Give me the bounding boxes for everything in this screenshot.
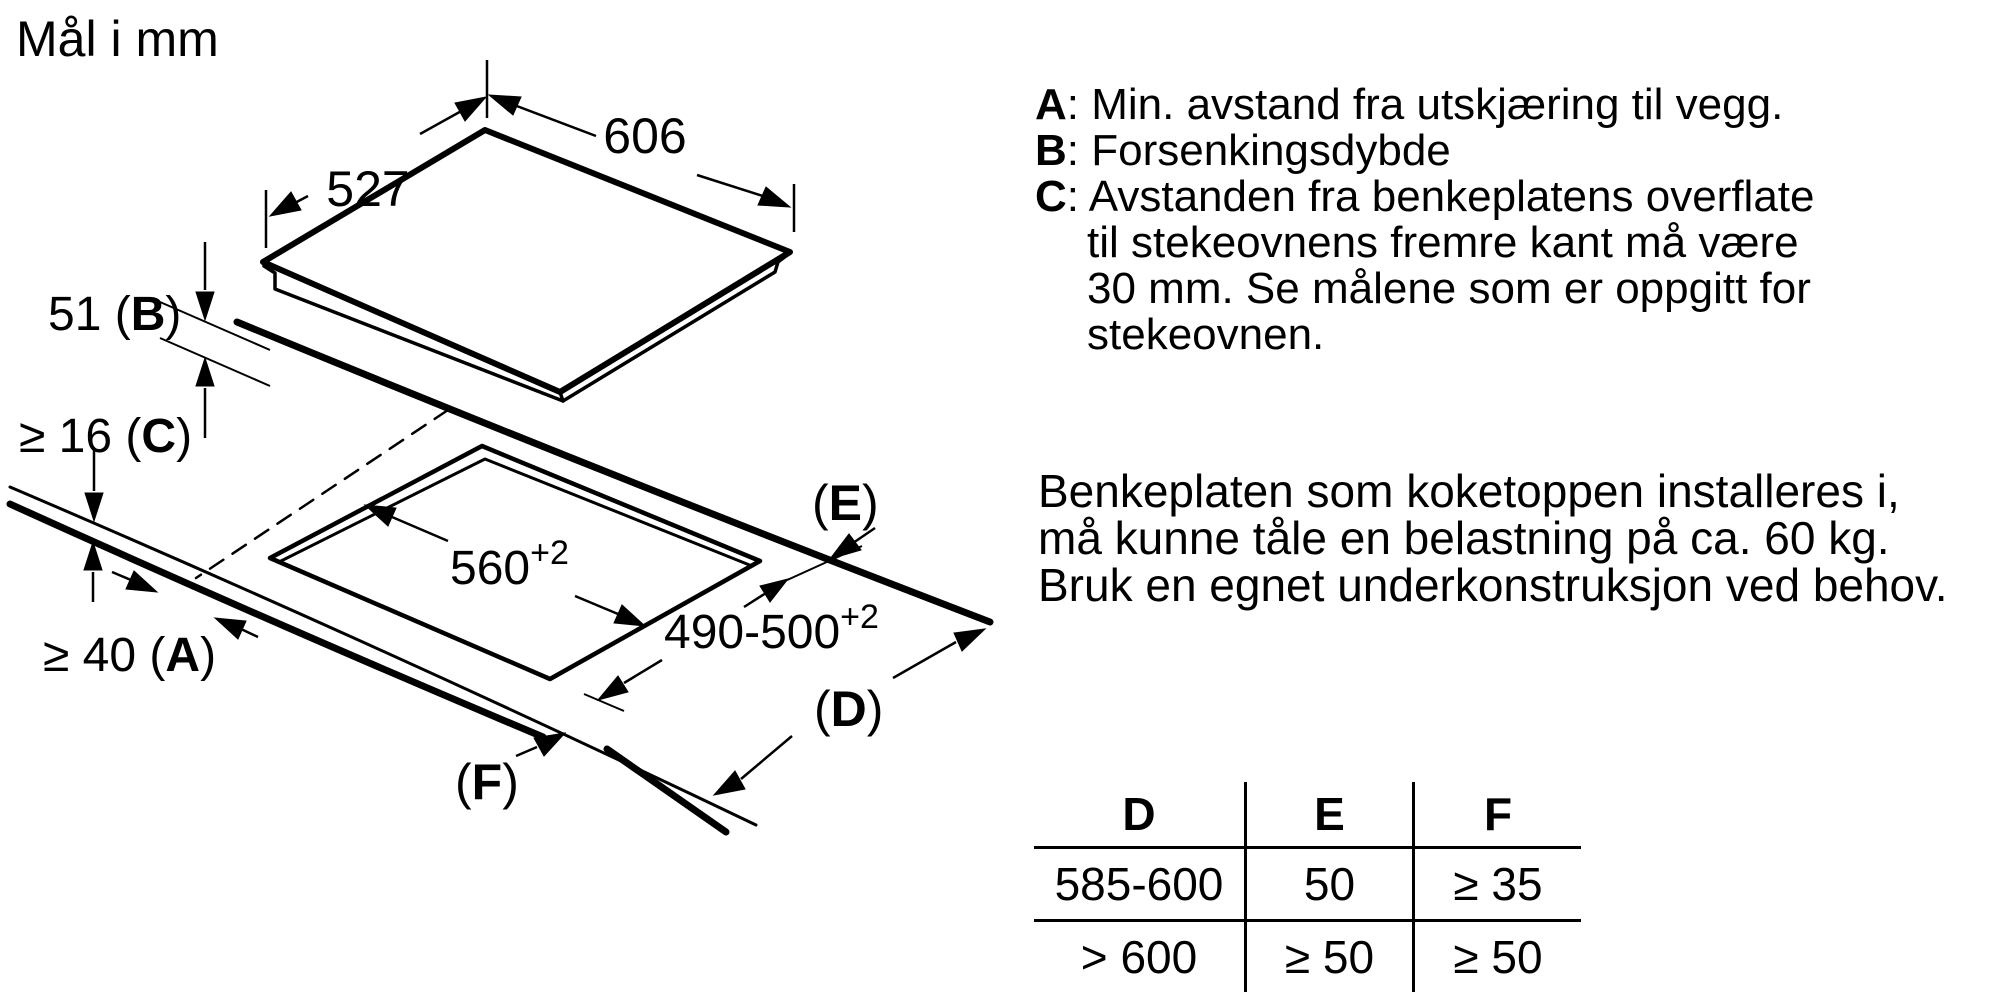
dim-490-label: $490-500^{+2}$ [664, 598, 879, 659]
note-line: Benkeplaten som koketoppen installeres i, [1038, 465, 1900, 517]
note-line: Bruk en egnet underkonstruksjon ved behov. [1038, 559, 1948, 611]
cell-e2: ≥ 50 [1246, 921, 1414, 993]
dim-606-arrow-upper [489, 95, 521, 115]
dim-a-arrowhead-1 [126, 571, 157, 592]
cell-d2: > 600 [1080, 931, 1198, 983]
legend-line-c2 [1035, 220, 1814, 266]
legend-line-c4 [1035, 312, 1814, 358]
table-row [1034, 848, 1581, 921]
dim-527-arrow-upper [455, 97, 486, 121]
legend-line-c [1035, 174, 1814, 220]
label-e-arrowhead [830, 534, 861, 559]
cell-f1: ≥ 35 [1414, 848, 1582, 921]
legend [1035, 82, 1814, 358]
legend-text: 30 mm. Se målene som er oppgitt for [1087, 264, 1811, 313]
legend-line-c3 [1035, 266, 1814, 312]
dim-a-arrowhead-2 [215, 618, 246, 639]
legend-line-a [1035, 82, 1814, 128]
note-line: må kunne tåle en belastning på ca. 60 kg. [1038, 512, 1890, 564]
legend-line-b [1035, 128, 1814, 174]
worktop-note [1038, 465, 1948, 611]
legend-text: til stekeovnens fremre kant må være [1087, 218, 1799, 267]
col-header-d: D [1034, 782, 1246, 848]
legend-key: A [1035, 80, 1067, 129]
legend-text: : Forsenkingsdybde [1066, 126, 1451, 175]
dim-b-arrowhead-up [196, 358, 214, 386]
dim-560-label: $560^{+2}$ [450, 534, 569, 595]
cell-d1: 585-600 [1034, 848, 1246, 921]
table-header-row [1034, 782, 1581, 848]
cell-f2: ≥ 50 [1414, 921, 1582, 993]
dim-c-label: ≥ 16 (C) [19, 410, 193, 463]
dim-b-label: 51 (B) [48, 288, 182, 341]
label-f: (F) [455, 754, 519, 810]
dim-a-label: ≥ 40 (A) [43, 629, 217, 682]
spec-table [1034, 782, 1581, 992]
dim-c-arrowhead-down [85, 493, 103, 521]
page-title: Mål i mm [16, 11, 219, 67]
col-header-f: F [1414, 782, 1582, 848]
legend-key: C [1035, 172, 1067, 221]
legend-text: : Avstanden fra benkeplatens overflate [1066, 172, 1815, 221]
table-row [1034, 921, 1581, 993]
label-d-arrowhead-upper [954, 629, 985, 651]
label-d-arrowhead-lower [714, 771, 745, 795]
dim-490-arrow-lower [598, 676, 628, 700]
worktop-front-bottom-edge-2 [607, 749, 726, 832]
dim-b-arrowhead-down [196, 292, 214, 320]
dim-490-arrow-upper [760, 579, 788, 602]
legend-key: B [1035, 126, 1067, 175]
legend-text: stekeovnen. [1087, 310, 1325, 359]
label-f-pointer-line [516, 747, 537, 756]
dim-606-arrow-lower [758, 187, 790, 207]
label-d: (D) [814, 681, 884, 737]
dim-527-label: 527 [326, 161, 410, 217]
legend-text: : Min. avstand fra utskjæring til vegg. [1066, 80, 1784, 129]
dim-527-arrow-lower [270, 192, 301, 216]
dim-606-label: 606 [603, 108, 687, 164]
col-header-e: E [1246, 782, 1414, 848]
label-e: (E) [812, 475, 879, 531]
cell-e1: 50 [1246, 848, 1414, 921]
